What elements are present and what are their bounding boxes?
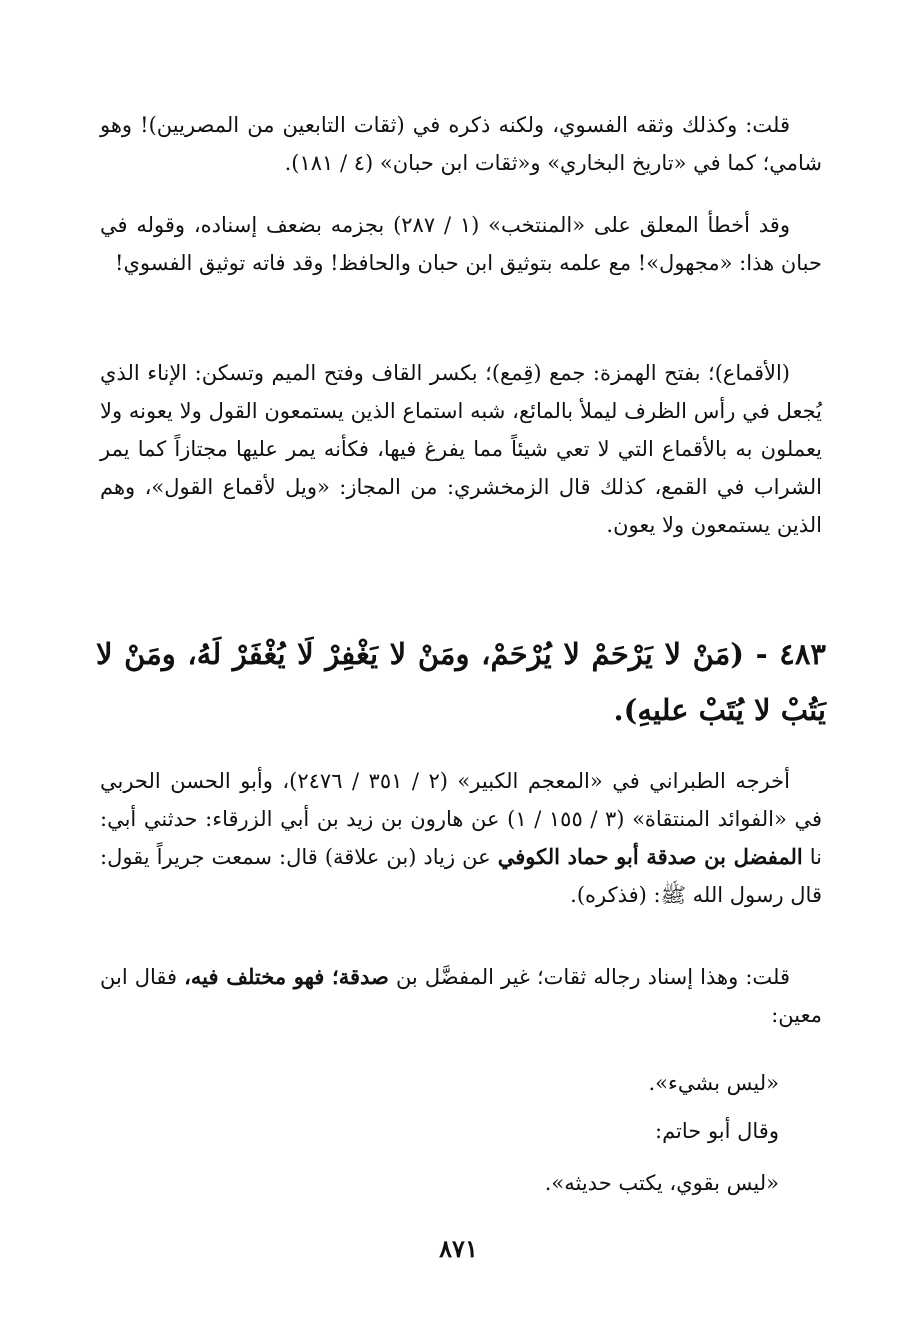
paragraph-text bbox=[100, 958, 822, 1034]
abu-hatim-intro: وقال أبو حاتم: bbox=[655, 1119, 779, 1143]
paragraph-fasawi-tawthiq bbox=[100, 106, 822, 182]
paragraph-text: وقد أخطأ المعلق على «المنتخب» (١ / ٢٨٧) بجزمه بضعف إسناده، وقوله في حبان هذا: «مجهول»! مع علمه بتوثيق ابن حبان والحافظ! وقد فاته توثيق الفسوي! bbox=[100, 213, 822, 275]
paragraph-text: (الأقماع)؛ بفتح الهمزة: جمع (قِمع)؛ بكسر القاف وفتح الميم وتسكن: الإناء الذي يُجعل في رأس الظرف ليملأ بالمائع، شبه استماع الذين يستمعون القول ولا يعونه ولا يعملون به بالأقماع التي لا تعي شيئاً مما يفرغ فيها، فكأنه يمر عليها مجتازاً كما يمر الشراب في القمع، كذلك قال الزمخشري: من المجاز: «ويل لأقماع القول»، وهم الذين يستمعون ولا يعون. bbox=[100, 361, 822, 537]
paragraph-takhrij bbox=[100, 762, 822, 914]
comment-text-2: فقال ابن معين: bbox=[100, 965, 822, 1027]
takhrij-text-2: عن زياد (بن علاقة) قال: سمعت جريراً يقول: قال رسول الله ﷺ: (فذكره). bbox=[100, 845, 822, 907]
paragraph-muntakhab-error bbox=[100, 206, 822, 282]
ibn-main-quote: «ليس بشيء». bbox=[648, 1071, 779, 1095]
abu-hatim-quote: «ليس بقوي، يكتب حديثه». bbox=[544, 1171, 779, 1195]
paragraph-isnad-comment bbox=[100, 958, 822, 1034]
paragraph-aqmaa-definition bbox=[100, 354, 822, 544]
hadith-heading: ٤٨٣ - (مَنْ لا يَرْحَمْ لا يُرْحَمْ، ومَنْ لا يَغْفِرْ لَا يُغْفَرْ لَهُ، ومَنْ لا يَتُبْ لا يُتَبْ عليهِ). bbox=[96, 637, 826, 727]
narrator-name-bold: صدقة؛ فهو مختلف فيه، bbox=[184, 964, 389, 989]
narrator-name: المفضل بن صدقة أبو حماد الكوفي bbox=[497, 844, 803, 869]
page-number: ٨٧١ bbox=[439, 1234, 478, 1263]
paragraph-text bbox=[100, 762, 822, 914]
paragraph-text: قلت: وكذلك وثقه الفسوي، ولكنه ذكره في (ثقات التابعين من المصريين)! وهو شامي؛ كما في «تاريخ البخاري» و«ثقات ابن حبان» (٤ / ١٨١). bbox=[100, 113, 822, 175]
takhrij-text-1: أخرجه الطبراني في «المعجم الكبير» (٢ / ٣٥١ / ٢٤٧٦)، وأبو الحسن الحربي في «الفوائد المنتقاة» (٣ / ١٥٥ / ١) عن هارون بن زيد بن أبي الزرقاء: حدثني أبي: نا bbox=[100, 769, 822, 869]
comment-text-1: قلت: وهذا إسناد رجاله ثقات؛ غير المفضَّل بن bbox=[388, 965, 791, 989]
